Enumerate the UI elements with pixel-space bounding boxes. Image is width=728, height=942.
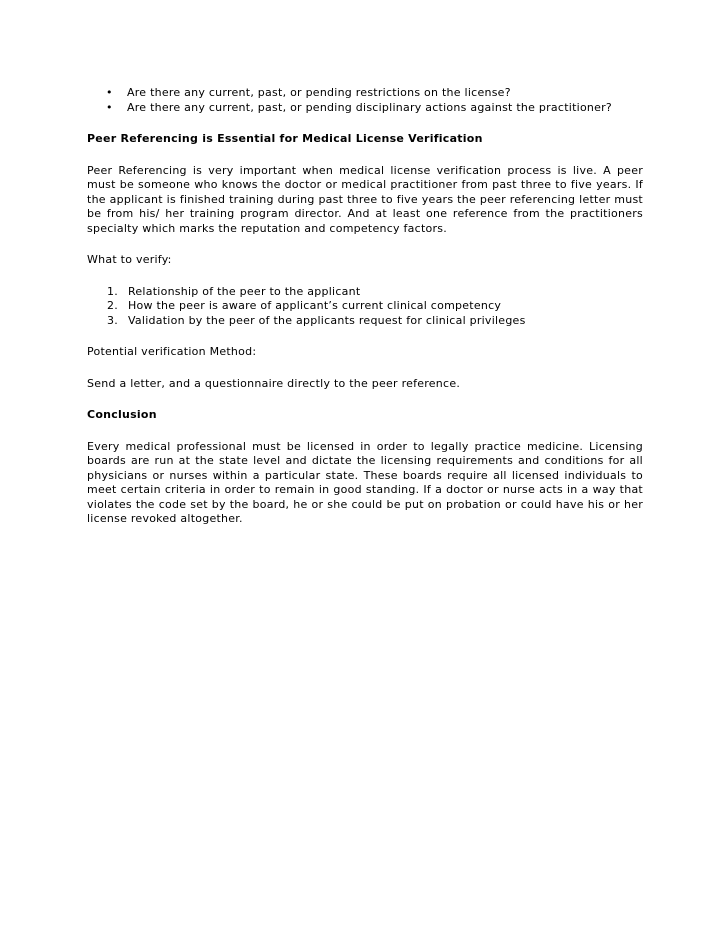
verification-method-text: Send a letter, and a questionnaire directly to the peer reference.: [87, 376, 461, 390]
conclusion-paragraph: Every medical professional must be licensed in order to legally practice medicine. Licensing boards are run at the state level and dictate the licensing requirements and conditions for all physicians or nurses within a particular state. These boards require all licensed individuals to meet certain criteria in order to remain in good standing. If a doctor or nurse acts in a way that violates the code set by the board, he or she could be put on probation or could have his or her license revoked altogether.: [87, 439, 643, 525]
bullet-text: Are there any current, past, or pending disciplinary actions against the practitioner?: [127, 100, 613, 114]
list-number: 1.: [107, 284, 118, 298]
list-item: [87, 101, 643, 116]
verification-method-label: Potential verification Method:: [87, 345, 257, 358]
peer-referencing-heading: Peer Referencing is Essential for Medical License Verification: [87, 132, 483, 145]
list-item: [87, 285, 643, 300]
list-item-text: Validation by the peer of the applicants request for clinical privileges: [128, 313, 526, 327]
conclusion-heading: Conclusion: [87, 408, 157, 421]
document-page: [87, 86, 643, 527]
list-item-text: How the peer is aware of applicant’s current clinical competency: [128, 299, 502, 312]
list-number: 3.: [107, 313, 118, 327]
what-to-verify-label: What to verify:: [87, 253, 172, 266]
list-item: [87, 86, 643, 101]
list-item-text: Relationship of the peer to the applicant: [128, 284, 361, 298]
bullet-marker: •: [106, 100, 113, 114]
peer-referencing-paragraph: Peer Referencing is very important when medical license verification process is live. A peer must be someone who knows the doctor or medical practitioner from past three to five years. If the applicant is finished training during past three to five years the peer referencing letter must be from his/ her training program director. And at least one reference from the practitioners specialty which marks the reputation and competency factors.: [87, 163, 643, 235]
restrictions-bullet-list: [87, 86, 643, 115]
list-number: 2.: [107, 299, 118, 312]
bullet-marker: •: [106, 86, 113, 99]
bullet-text: Are there any current, past, or pending restrictions on the license?: [127, 86, 511, 99]
verify-numbered-list: [87, 285, 643, 329]
list-item: [87, 299, 643, 314]
list-item: [87, 314, 643, 329]
